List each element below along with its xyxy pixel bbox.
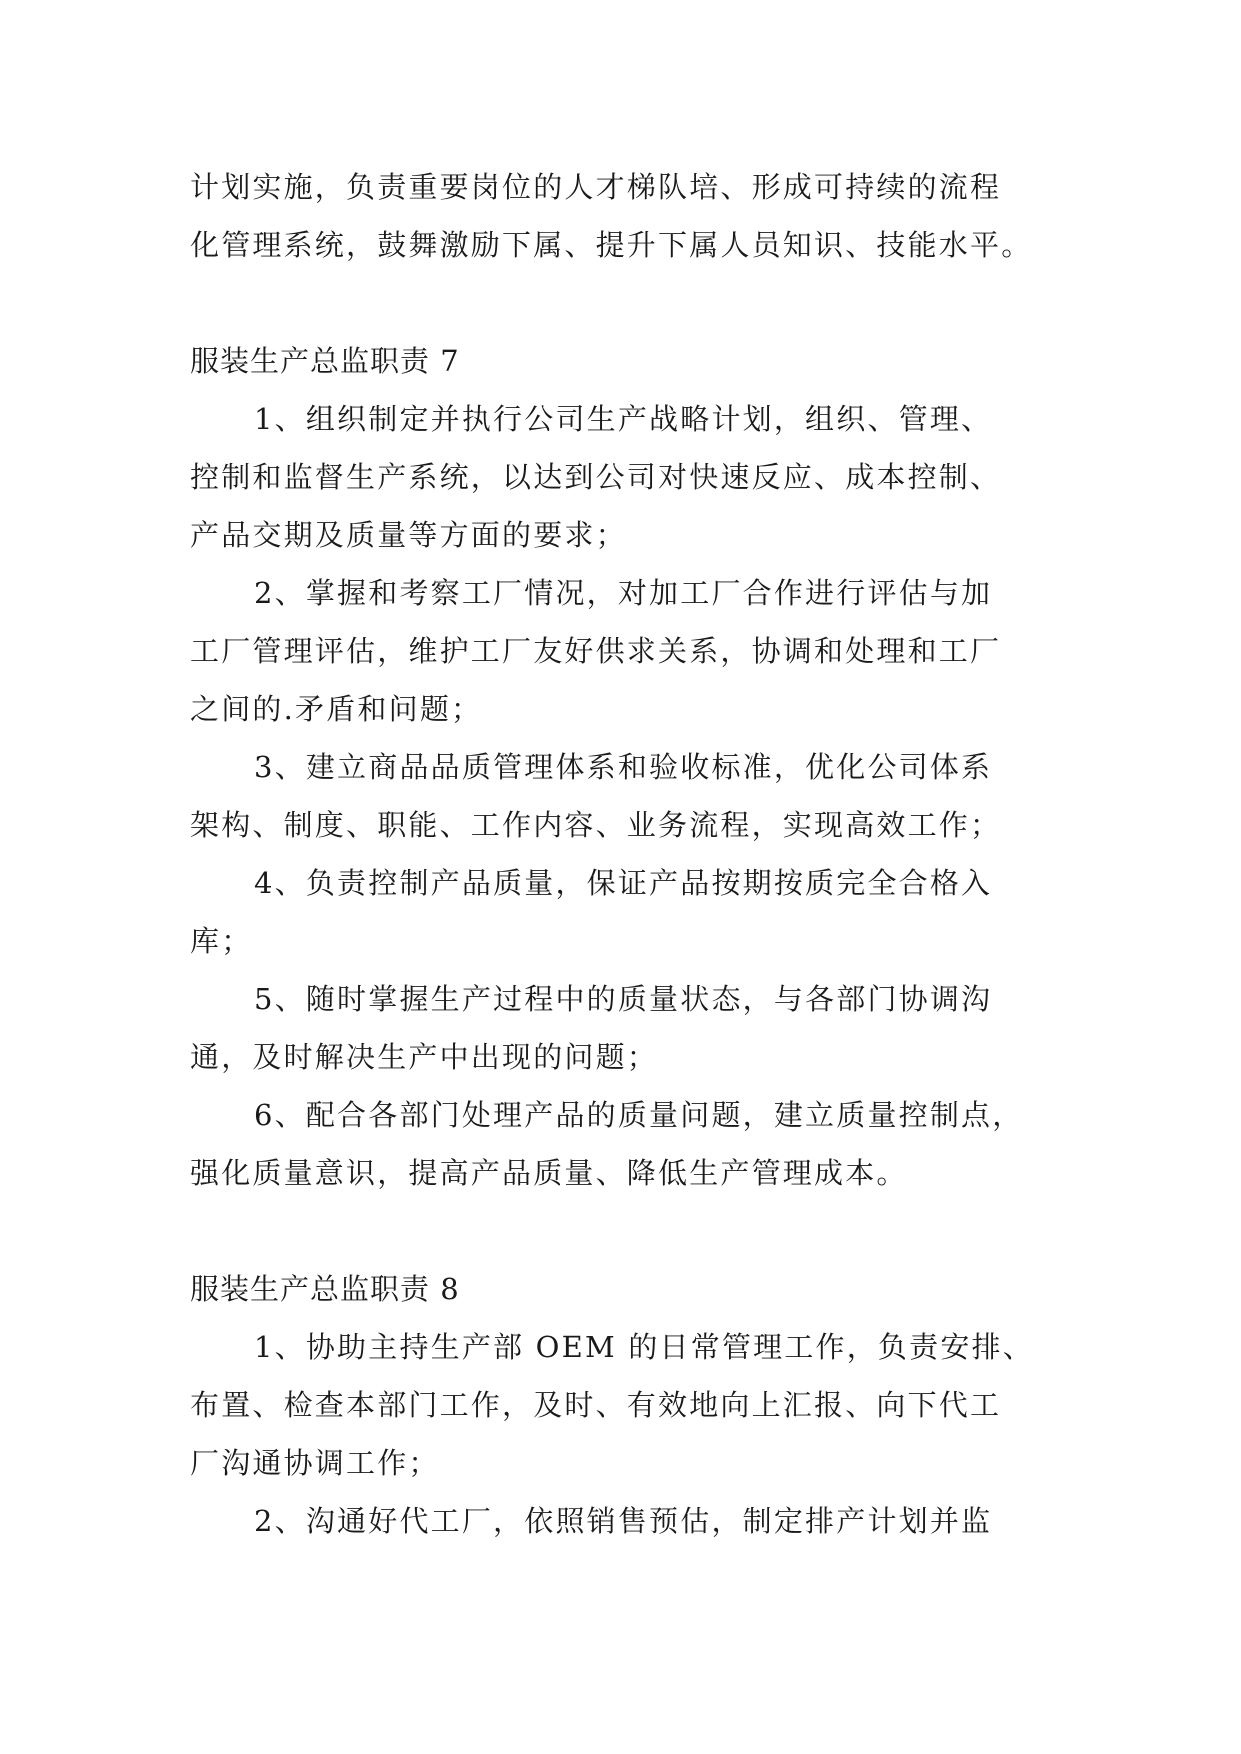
- text-line: 化管理系统，鼓舞激励下属、提升下属人员知识、技能水平。: [190, 228, 1033, 262]
- intro-paragraph: [190, 158, 1070, 274]
- text-line: 库；: [190, 924, 253, 958]
- text-line: 3、建立商品品质管理体系和验收标准，优化公司体系: [254, 750, 993, 784]
- text-line: 之间的.矛盾和问题；: [190, 692, 483, 726]
- text-line: 1、组织制定并执行公司生产战略计划，组织、管理、: [254, 402, 993, 436]
- text-line: 5、随时掌握生产过程中的质量状态，与各部门协调沟: [254, 982, 993, 1016]
- paragraph-spacer: [190, 1202, 1070, 1260]
- section-8: [190, 1260, 1070, 1550]
- list-item: [190, 1318, 1070, 1492]
- text-line: 2、掌握和考察工厂情况，对加工厂合作进行评估与加: [254, 576, 993, 610]
- text-line: 工厂管理评估，维护工厂友好供求关系，协调和处理和工厂: [190, 634, 1002, 668]
- paragraph-spacer: [190, 274, 1070, 332]
- section-heading: 服装生产总监职责 8: [190, 1272, 460, 1306]
- list-item: [190, 390, 1070, 564]
- list-item: [190, 970, 1070, 1086]
- text-line: 通，及时解决生产中出现的问题；: [190, 1040, 659, 1074]
- text-line: 产品交期及质量等方面的要求；: [190, 518, 627, 552]
- list-item: [190, 738, 1070, 854]
- text-line: 4、负责控制产品质量，保证产品按期按质完全合格入: [254, 866, 993, 900]
- document-body: [190, 158, 1070, 1550]
- text-line: 架构、制度、职能、工作内容、业务流程，实现高效工作；: [190, 808, 1002, 842]
- list-item: [190, 1086, 1070, 1202]
- text-line: 布置、检查本部门工作，及时、有效地向上汇报、向下代工: [190, 1388, 1002, 1422]
- text-line: 2、沟通好代工厂，依照销售预估，制定排产计划并监: [254, 1504, 993, 1538]
- text-line: 1、协助主持生产部 OEM 的日常管理工作，负责安排、: [254, 1330, 1034, 1364]
- text-line: 计划实施，负责重要岗位的人才梯队培、形成可持续的流程: [190, 170, 1002, 204]
- text-line: 厂沟通协调工作；: [190, 1446, 440, 1480]
- text-line: 强化质量意识，提高产品质量、降低生产管理成本。: [190, 1156, 908, 1190]
- list-item: [190, 1492, 1070, 1550]
- list-item: [190, 854, 1070, 970]
- section-7: [190, 332, 1070, 1202]
- list-item: [190, 564, 1070, 738]
- text-line: 6、配合各部门处理产品的质量问题，建立质量控制点，: [254, 1098, 1024, 1132]
- section-heading: 服装生产总监职责 7: [190, 344, 460, 378]
- text-line: 控制和监督生产系统，以达到公司对快速反应、成本控制、: [190, 460, 1002, 494]
